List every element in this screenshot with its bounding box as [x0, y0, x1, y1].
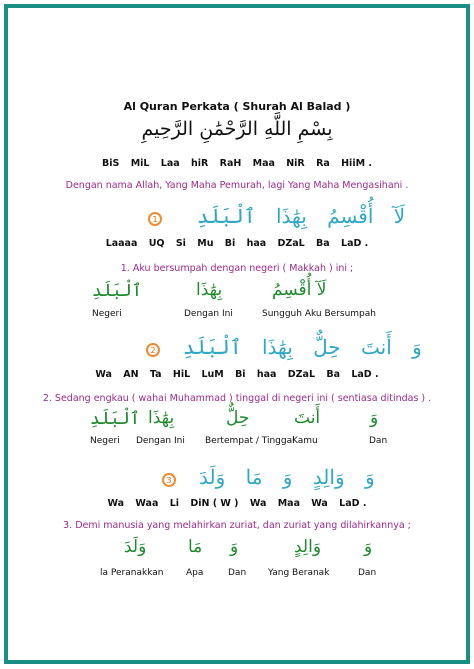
translit-word: LaD . [341, 238, 369, 249]
arabic-word: أُقْسِمُ [327, 204, 374, 228]
basmala-meaning: Dengan nama Allah, Yang Maha Pemurah, lagi Yang Maha Mengasihani . [65, 180, 409, 191]
translit-word: Bi [235, 369, 246, 380]
verse-1-transliteration [0, 238, 474, 249]
translit-word: UQ [148, 238, 165, 249]
word-arabic: مَا [188, 537, 203, 557]
translit-word: haa [246, 238, 267, 249]
translit-word: Ta [149, 369, 162, 380]
word-gloss: Dengan Ini [184, 309, 233, 319]
verse-3-arabic [192, 465, 382, 489]
translit-word: LaD . [339, 498, 367, 509]
word-gloss: Dan [228, 568, 247, 578]
verse-3-transliteration [0, 498, 474, 509]
word-gloss: Sungguh Aku Bersumpah [262, 309, 376, 319]
translit-word: HiiM . [341, 158, 372, 169]
verse-2-meaning: 2. Sedang engkau ( wahai Muhammad ) tinggal di negeri ini ( sentiasa ditindas ) . [42, 393, 432, 404]
arabic-word: بِهَٰذَا [261, 335, 293, 359]
arabic-word: لَآ [393, 204, 406, 228]
basmala-arabic: بِسْمِ اللَّهِ الرَّحْمَٰنِ الرَّحِيمِ [141, 118, 333, 140]
arabic-word: وَ [282, 465, 293, 489]
translit-word: Laa [160, 158, 180, 169]
verse-1-arabic [190, 204, 412, 228]
translit-word: NiR [286, 158, 305, 169]
word-arabic: وَ [230, 537, 239, 557]
translit-word: Wa [95, 369, 112, 380]
translit-word: Wa [249, 498, 267, 509]
translit-word: BiS [102, 158, 120, 169]
arabic-word: مَا [245, 465, 263, 489]
translit-word: Mu [197, 238, 214, 249]
basmala-transliteration [0, 158, 474, 169]
translit-word: Laaaa [105, 238, 138, 249]
word-arabic: ٱلْبَلَدِ [90, 409, 140, 429]
arabic-word: وَ [412, 335, 422, 359]
translit-word: Wa [107, 498, 125, 509]
translit-word: Maa [252, 158, 275, 169]
word-arabic: وَ [370, 408, 379, 428]
translit-word: HiL [172, 369, 191, 380]
arabic-word: بِهَٰذَا [275, 204, 307, 228]
word-gloss: Kamu [292, 436, 318, 446]
word-arabic: حِلٌّ [226, 408, 250, 428]
word-gloss: Negeri [90, 436, 120, 446]
translit-word: AN [123, 369, 139, 380]
translit-word: haa [256, 369, 277, 380]
word-arabic: لَآ أُقْسِمُ [272, 280, 327, 300]
translit-word: Si [175, 238, 186, 249]
verse-number-badge: 2 [146, 343, 160, 357]
arabic-word: حِلٌّ [313, 335, 341, 359]
verse-3-meaning: 3. Demi manusia yang melahirkan zuriat, dan zuriat yang dilahirkannya ; [63, 520, 411, 531]
word-arabic: بِهَٰذَا [196, 280, 223, 300]
translit-word: DZaL [277, 238, 305, 249]
word-arabic: وَالِدٍ [294, 537, 322, 557]
translit-word: RaH [219, 158, 242, 169]
arabic-word: ٱلْبَلَدِ [183, 335, 242, 359]
verse-1-meaning: 1. Aku bersumpah dengan negeri ( Makkah ) ini ; [120, 263, 354, 274]
word-gloss: Dan [369, 436, 388, 446]
word-gloss: Dengan Ini [136, 436, 185, 446]
word-arabic: وَلَدَ [124, 537, 147, 557]
translit-word: hiR [190, 158, 209, 169]
word-gloss: Dan [358, 568, 377, 578]
translit-word: Ba [316, 238, 330, 249]
translit-word: LaD . [351, 369, 379, 380]
arabic-word: وَالِدٍ [312, 465, 345, 489]
verse-number-badge: 3 [162, 473, 176, 487]
translit-word: Wa [311, 498, 328, 509]
word-arabic: أَنتَ [294, 408, 321, 428]
verse-2-transliteration [0, 369, 474, 380]
word-gloss: la Peranakkan [100, 568, 164, 578]
translit-word: MiL [130, 158, 150, 169]
translit-word: LuM [201, 369, 224, 380]
arabic-word: وَلَدَ [199, 465, 226, 489]
arabic-word: أَنتَ [361, 335, 392, 359]
word-arabic: بِهَٰذَا [148, 408, 175, 428]
word-gloss: Negeri [92, 309, 122, 319]
arabic-word: وَ [364, 465, 375, 489]
word-gloss: Apa [186, 568, 204, 578]
page-title: Al Quran Perkata ( Shurah Al Balad ) [123, 100, 351, 113]
translit-word: Maa [277, 498, 300, 509]
word-arabic: ٱلْبَلَدِ [92, 281, 142, 301]
translit-word: Li [169, 498, 180, 509]
translit-word: DiN ( W ) [190, 498, 239, 509]
arabic-word: ٱلْبَلَدِ [197, 204, 256, 228]
verse-number-badge: 1 [148, 212, 162, 226]
translit-word: Bi [224, 238, 236, 249]
word-gloss: Yang Beranak [268, 568, 330, 578]
translit-word: Ra [316, 158, 330, 169]
translit-word: Waa [135, 498, 159, 509]
word-gloss: Bertempat / Tinggal [205, 436, 295, 446]
word-arabic: وَ [364, 537, 373, 557]
translit-word: DZaL [287, 369, 316, 380]
translit-word: Ba [326, 369, 340, 380]
verse-2-arabic [176, 335, 429, 359]
